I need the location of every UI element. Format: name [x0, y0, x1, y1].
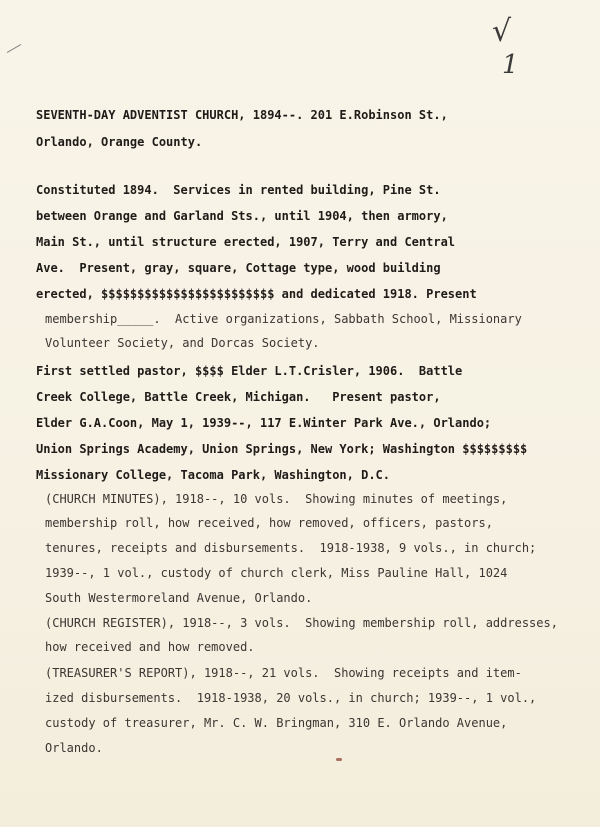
line-5: Main St., until structure erected, 1907, Terry and Central: [36, 235, 456, 249]
ink-smudge: [336, 758, 342, 761]
line-19: South Westermoreland Avenue, Orlando.: [45, 591, 313, 605]
handwritten-number-mark: 1: [502, 50, 519, 80]
line-12: Elder G.A.Coon, May 1, 1939--, 117 E.Winter Park Ave., Orlando;: [36, 416, 492, 430]
line-2: Orlando, Orange County.: [36, 135, 203, 149]
line-22: (TREASURER'S REPORT), 1918--, 21 vols. Showing receipts and item-: [45, 666, 522, 680]
line-6: Ave. Present, gray, square, Cottage type, wood building: [36, 261, 441, 275]
line-23: ized disbursements. 1918-1938, 20 vols., in church; 1939--, 1 vol.,: [45, 691, 537, 705]
handwritten-check-mark: √: [492, 14, 512, 49]
line-13: Union Springs Academy, Union Springs, New York; Washington $$$$$$$$$: [36, 442, 528, 456]
line-10: First settled pastor, $$$$ Elder L.T.Crisler, 1906. Battle: [36, 364, 463, 378]
line-1: SEVENTH-DAY ADVENTIST CHURCH, 1894--. 201 E.Robinson St.,: [36, 108, 448, 122]
line-11: Creek College, Battle Creek, Michigan. Present pastor,: [36, 390, 441, 404]
line-25: Orlando.: [45, 741, 103, 755]
line-24: custody of treasurer, Mr. C. W. Bringman, 310 E. Orlando Avenue,: [45, 716, 508, 730]
line-17: tenures, receipts and disbursements. 1918-1938, 9 vols., in church;: [45, 541, 537, 555]
line-4: between Orange and Garland Sts., until 1904, then armory,: [36, 209, 448, 223]
line-21: how received and how removed.: [45, 640, 255, 654]
line-8: membership_____. Active organizations, Sabbath School, Missionary: [45, 312, 522, 326]
line-9: Volunteer Society, and Dorcas Society.: [45, 336, 320, 350]
margin-dash-mark: [7, 44, 21, 53]
line-16: membership roll, how received, how removed, officers, pastors,: [45, 516, 493, 530]
line-18: 1939--, 1 vol., custody of church clerk, Miss Pauline Hall, 1024: [45, 566, 508, 580]
line-3: Constituted 1894. Services in rented building, Pine St.: [36, 183, 441, 197]
line-20: (CHURCH REGISTER), 1918--, 3 vols. Showing membership roll, addresses,: [45, 616, 558, 630]
line-7: erected, $$$$$$$$$$$$$$$$$$$$$$$$ and dedicated 1918. Present: [36, 287, 477, 301]
line-15: (CHURCH MINUTES), 1918--, 10 vols. Showing minutes of meetings,: [45, 492, 508, 506]
line-14: Missionary College, Tacoma Park, Washington, D.C.: [36, 468, 391, 482]
